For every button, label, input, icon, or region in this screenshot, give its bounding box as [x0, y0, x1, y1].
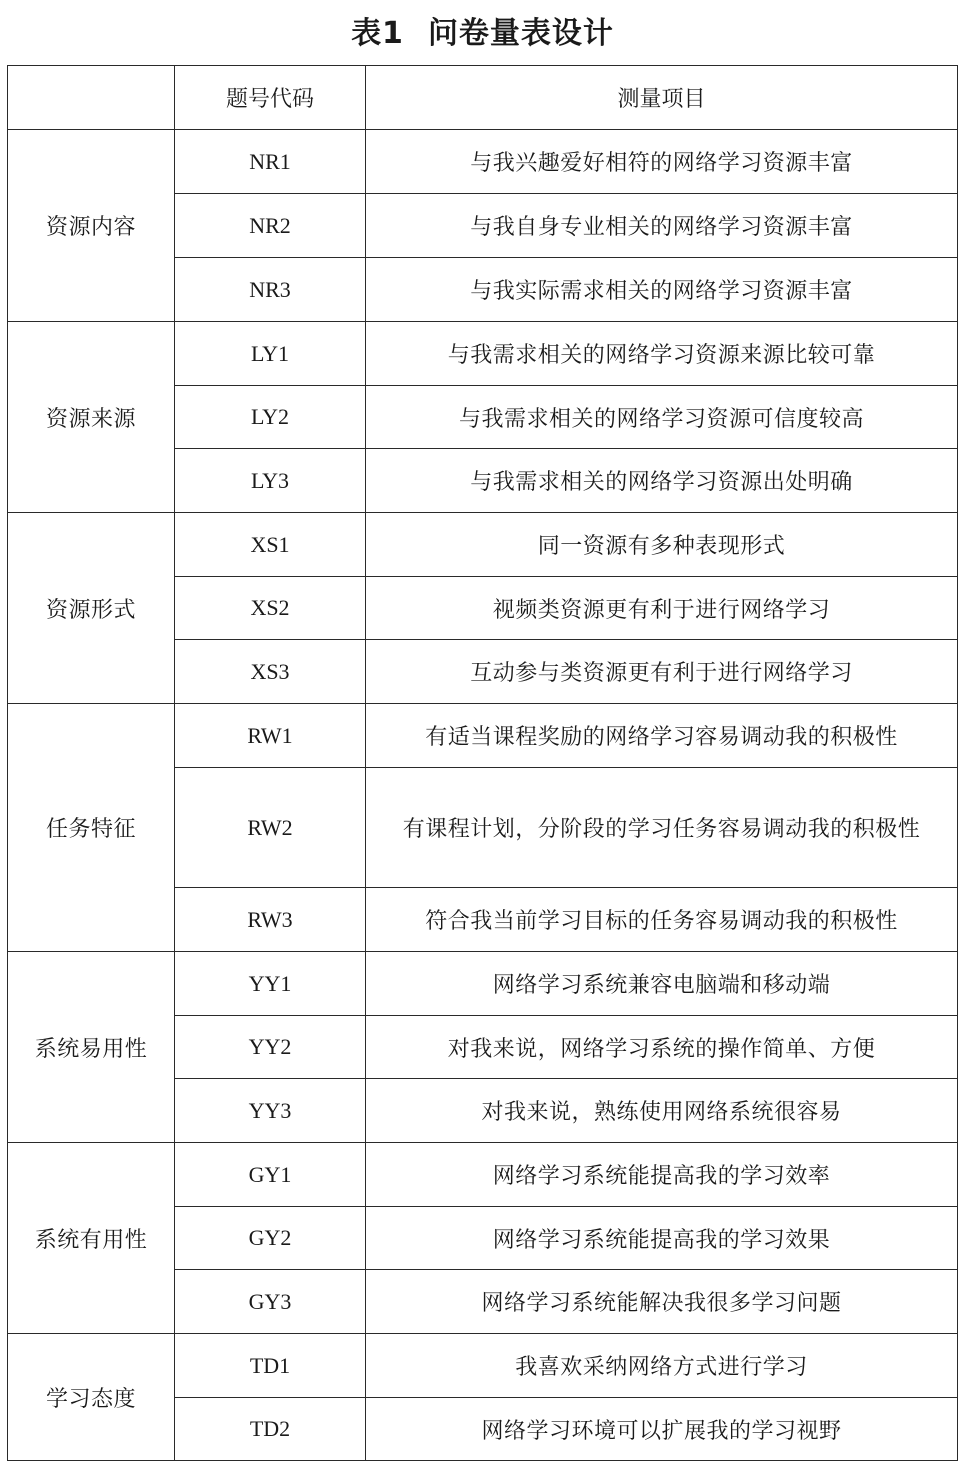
dimension-cell: 学习态度 — [8, 1334, 175, 1461]
dimension-cell: 资源形式 — [8, 513, 175, 704]
code-cell: NR2 — [175, 194, 366, 258]
item-cell: 有课程计划，分阶段的学习任务容易调动我的积极性 — [366, 768, 958, 888]
table-title: 问卷量表设计 — [427, 16, 614, 51]
item-cell: 与我兴趣爱好相符的网络学习资源丰富 — [366, 130, 958, 194]
item-cell: 与我自身专业相关的网络学习资源丰富 — [366, 194, 958, 258]
code-cell: LY2 — [175, 386, 366, 449]
item-cell: 视频类资源更有利于进行网络学习 — [366, 577, 958, 640]
table-row — [8, 322, 958, 386]
table-row — [8, 130, 958, 194]
table-number: 表1 — [351, 16, 404, 51]
item-cell: 与我需求相关的网络学习资源可信度较高 — [366, 386, 958, 449]
item-cell: 我喜欢采纳网络方式进行学习 — [366, 1334, 958, 1398]
header-row — [8, 66, 958, 130]
item-cell: 网络学习环境可以扩展我的学习视野 — [366, 1398, 958, 1461]
item-cell: 互动参与类资源更有利于进行网络学习 — [366, 640, 958, 704]
item-cell: 与我需求相关的网络学习资源来源比较可靠 — [366, 322, 958, 386]
code-cell: RW2 — [175, 768, 366, 888]
item-cell: 与我需求相关的网络学习资源出处明确 — [366, 449, 958, 513]
code-cell: GY2 — [175, 1207, 366, 1270]
code-cell: RW3 — [175, 888, 366, 952]
item-cell: 与我实际需求相关的网络学习资源丰富 — [366, 258, 958, 322]
code-cell: YY2 — [175, 1016, 366, 1079]
code-cell: YY3 — [175, 1079, 366, 1143]
item-cell: 网络学习系统能提高我的学习效果 — [366, 1207, 958, 1270]
code-cell: LY3 — [175, 449, 366, 513]
item-cell: 网络学习系统能提高我的学习效率 — [366, 1143, 958, 1207]
code-cell: TD1 — [175, 1334, 366, 1398]
item-cell: 网络学习系统能解决我很多学习问题 — [366, 1270, 958, 1334]
header-dimension — [8, 66, 175, 130]
dimension-cell: 系统有用性 — [8, 1143, 175, 1334]
item-cell: 有适当课程奖励的网络学习容易调动我的积极性 — [366, 704, 958, 768]
code-cell: YY1 — [175, 952, 366, 1016]
item-cell: 对我来说，网络学习系统的操作简单、方便 — [366, 1016, 958, 1079]
code-cell: XS1 — [175, 513, 366, 577]
code-cell: NR1 — [175, 130, 366, 194]
code-cell: GY1 — [175, 1143, 366, 1207]
code-cell: RW1 — [175, 704, 366, 768]
header-code: 题号代码 — [175, 66, 366, 130]
table-caption — [0, 12, 965, 56]
dimension-cell: 资源来源 — [8, 322, 175, 513]
code-cell: LY1 — [175, 322, 366, 386]
table-row — [8, 1143, 958, 1207]
item-cell: 网络学习系统兼容电脑端和移动端 — [366, 952, 958, 1016]
code-cell: NR3 — [175, 258, 366, 322]
header-item: 测量项目 — [366, 66, 958, 130]
item-cell: 符合我当前学习目标的任务容易调动我的积极性 — [366, 888, 958, 952]
table-row — [8, 704, 958, 768]
dimension-cell: 资源内容 — [8, 130, 175, 322]
item-cell: 对我来说，熟练使用网络系统很容易 — [366, 1079, 958, 1143]
table-row — [8, 513, 958, 577]
code-cell: XS3 — [175, 640, 366, 704]
dimension-cell: 任务特征 — [8, 704, 175, 952]
questionnaire-table — [7, 65, 958, 1461]
table-row — [8, 952, 958, 1016]
code-cell: TD2 — [175, 1398, 366, 1461]
code-cell: XS2 — [175, 577, 366, 640]
item-cell: 同一资源有多种表现形式 — [366, 513, 958, 577]
code-cell: GY3 — [175, 1270, 366, 1334]
dimension-cell: 系统易用性 — [8, 952, 175, 1143]
table-row — [8, 1334, 958, 1398]
